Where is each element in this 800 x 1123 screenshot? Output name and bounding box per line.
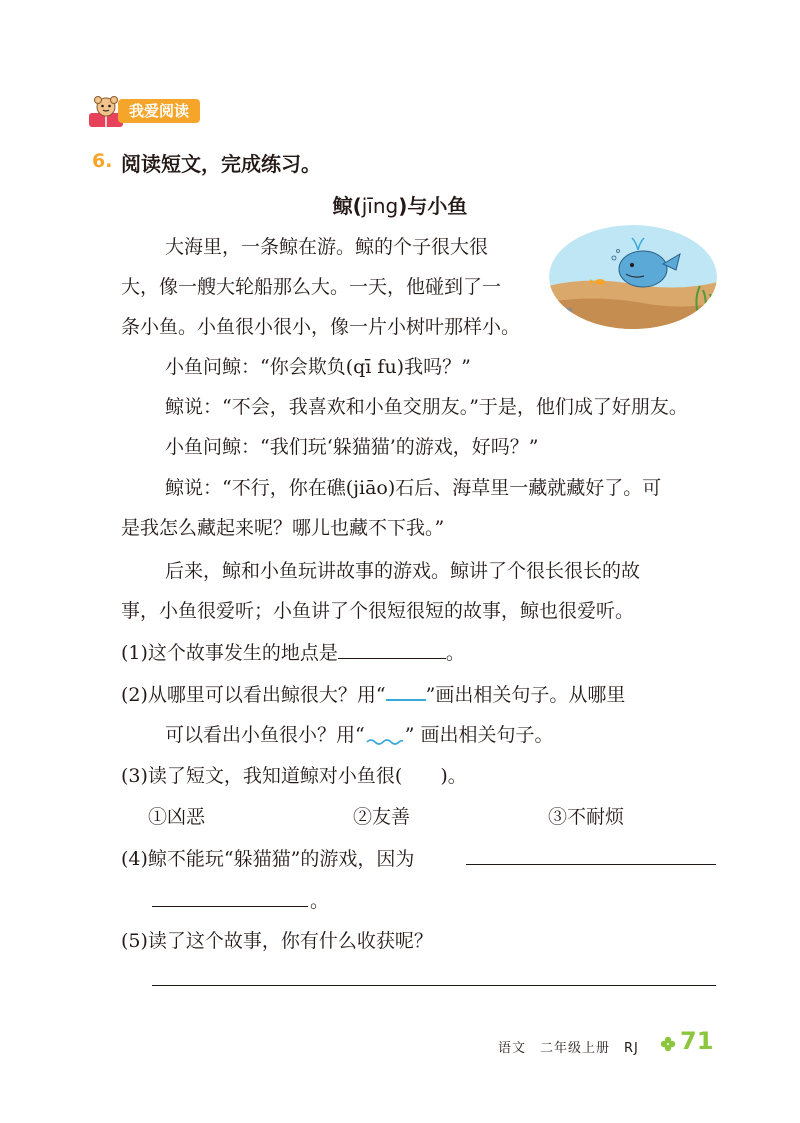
exercise-1-suffix: 。: [445, 642, 465, 664]
page-number: 71: [680, 1027, 714, 1055]
footer-book-info: 语文 二年级上册 RJ: [498, 1041, 639, 1056]
story-line-10: 事，小鱼很爱听；小鱼讲了个很短很短的故事，鲸也很爱听。: [121, 600, 635, 622]
option-3[interactable]: ③不耐烦: [548, 806, 625, 828]
story-line-9: 后来，鲸和小鱼玩讲故事的游戏。鲸讲了个很长很长的故: [165, 560, 641, 582]
story-line-6: 小鱼问鲸：“我们玩‘躲猫猫’的游戏，好吗？”: [165, 436, 539, 458]
wavy-underline-mark: [365, 727, 405, 745]
story-line-4: 小鱼问鲸：“你会欺负(qī fu)我吗？”: [165, 356, 471, 378]
story-line-3: 条小鱼。小鱼很小很小，像一片小树叶那样小。: [121, 316, 521, 338]
exercise-2-line-1-a: (2)从哪里可以看出鲸很大？用“: [121, 684, 386, 706]
story-line-5: 鲸说：“不会，我喜欢和小鱼交朋友。”于是，他们成了好朋友。: [165, 396, 688, 418]
story-line-1: 大海里，一条鲸在游。鲸的个子很大很: [165, 236, 489, 258]
exercise-1: [121, 638, 465, 665]
story-line-2: 大，像一艘大轮船那么大。一天，他碰到了一: [121, 276, 502, 298]
reading-badge: [86, 95, 206, 129]
exercise-2-line-2: [165, 720, 553, 747]
exercise-2-line-2-b: ” 画出相关句子。: [404, 724, 554, 746]
exercise-4-suffix: 。: [310, 890, 330, 912]
exercise-2-line-1-b: ”画出相关句子。从哪里: [425, 684, 626, 706]
story-title-pinyin: jīng: [361, 194, 399, 218]
question-title: 阅读短文，完成练习。: [121, 152, 321, 176]
exercise-1-prompt: (1)这个故事发生的地点是: [121, 642, 338, 664]
straight-underline-mark: [386, 685, 426, 701]
story-title-suffix: )与小鱼: [398, 194, 468, 218]
clover-icon: [660, 1036, 676, 1052]
exercise-4-prompt: (4)鲸不能玩“躲猫猫”的游戏，因为: [121, 848, 415, 870]
question-number: 6.: [92, 150, 113, 172]
exercise-4-answer-blank-2[interactable]: [152, 906, 308, 907]
story-line-8: 是我怎么藏起来呢？哪儿也藏不下我。”: [121, 517, 445, 539]
exercise-4-answer-blank-1[interactable]: [466, 864, 716, 865]
badge-label: 我爱阅读: [118, 99, 200, 123]
exercise-5-question: (5)读了这个故事，你有什么收获呢？: [121, 930, 433, 952]
option-2[interactable]: ②友善: [353, 806, 411, 828]
exercise-2-line-2-a: 可以看出小鱼很小？用“: [165, 724, 365, 746]
story-title-prefix: 鲸(: [332, 194, 362, 218]
story-line-7: 鲸说：“不行，你在礁(jiāo)石后、海草里一藏就藏好了。可: [165, 477, 662, 499]
exercise-1-answer-blank[interactable]: [338, 644, 446, 659]
story-title: [0, 190, 800, 219]
option-1[interactable]: ①凶恶: [148, 806, 206, 828]
exercise-5-answer-blank[interactable]: [152, 985, 716, 986]
whale-illustration: [548, 224, 718, 330]
exercise-3-question: (3)读了短文，我知道鲸对小鱼很( )。: [121, 765, 467, 787]
exercise-2-line-1: [121, 680, 625, 707]
